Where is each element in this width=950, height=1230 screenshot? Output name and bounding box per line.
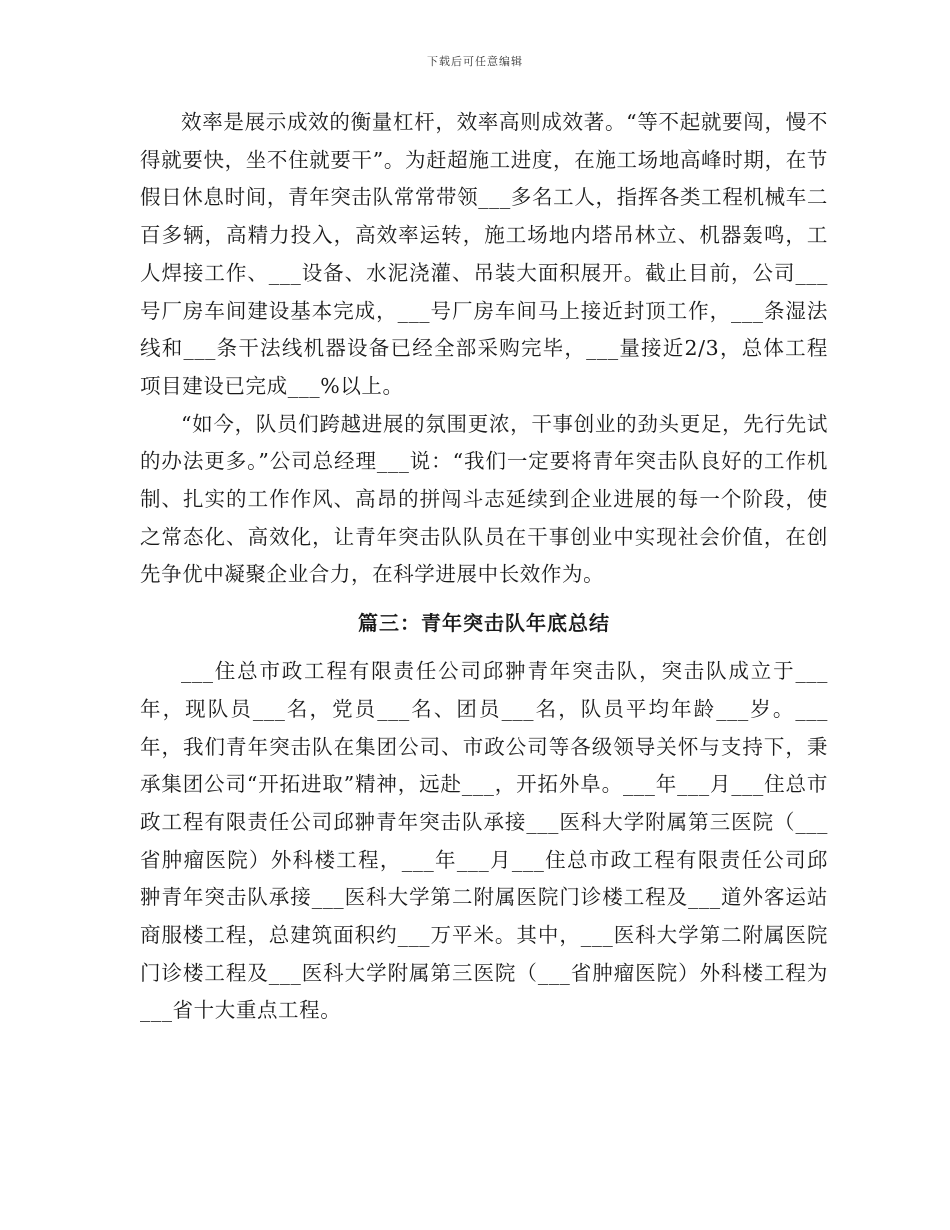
section-heading: 篇三：青年突击队年底总结 (358, 611, 610, 636)
paragraph-efficiency: 效率是展示成效的衡量杠杆，效率高则成效著。“等不起就要闯，慢不得就要快，坐不住就要干”。为赶超施工进度，在施工场地高峰时期，在节假日休息时间，青年突击队常常带领___多名工人，指挥各类工程机械车二百多辆，高精力投入，高效率运转，施工场地内塔吊林立、机器轰鸣，工人焊接工作、___设备、水泥浇灌、吊装大面积展开。截止目前，公司___号厂房车间建设基本完成，___号厂房车间马上接近封顶工作，___条湿法线和___条干法线机器设备已经全部采购完毕，___量接近2/3，总体工程项目建设已完成___%以上。 (140, 110, 828, 398)
paragraph-manager-quote: “如今，队员们跨越进展的氛围更浓，干事创业的劲头更足，先行先试的办法更多。”公司总经理___说：“我们一定要将青年突击队良好的工作机制、扎实的工作作风、高昂的拼闯斗志延续到企业进展的每一个阶段，使之常态化、高效化，让青年突击队队员在干事创业中实现社会价值，在创先争优中凝聚企业合力，在科学进展中长效作为。 (140, 411, 828, 587)
paragraph-team-summary: ___住总市政工程有限责任公司邱翀青年突击队，突击队成立于___年，现队员___名，党员___名、团员___名，队员平均年龄___岁。___年，我们青年突击队在集团公司、市政公司等各级领导关怀与支持下，秉承集团公司“开拓进取”精神，远赴___，开拓外阜。___年___月___住总市政工程有限责任公司邱翀青年突击队承接___医科大学附属第三医院（___省肿瘤医院）外科楼工程，___年___月___住总市政工程有限责任公司邱翀青年突击队承接___医科大学第二附属医院门诊楼工程及___道外客运站商服楼工程，总建筑面积约___万平米。其中，___医科大学第二附属医院门诊楼工程及___医科大学附属第三医院（___省肿瘤医院）外科楼工程为___省十大重点工程。 (140, 659, 828, 1023)
document-body (140, 104, 828, 1030)
page-header: 下载后可任意编辑 (427, 55, 523, 68)
